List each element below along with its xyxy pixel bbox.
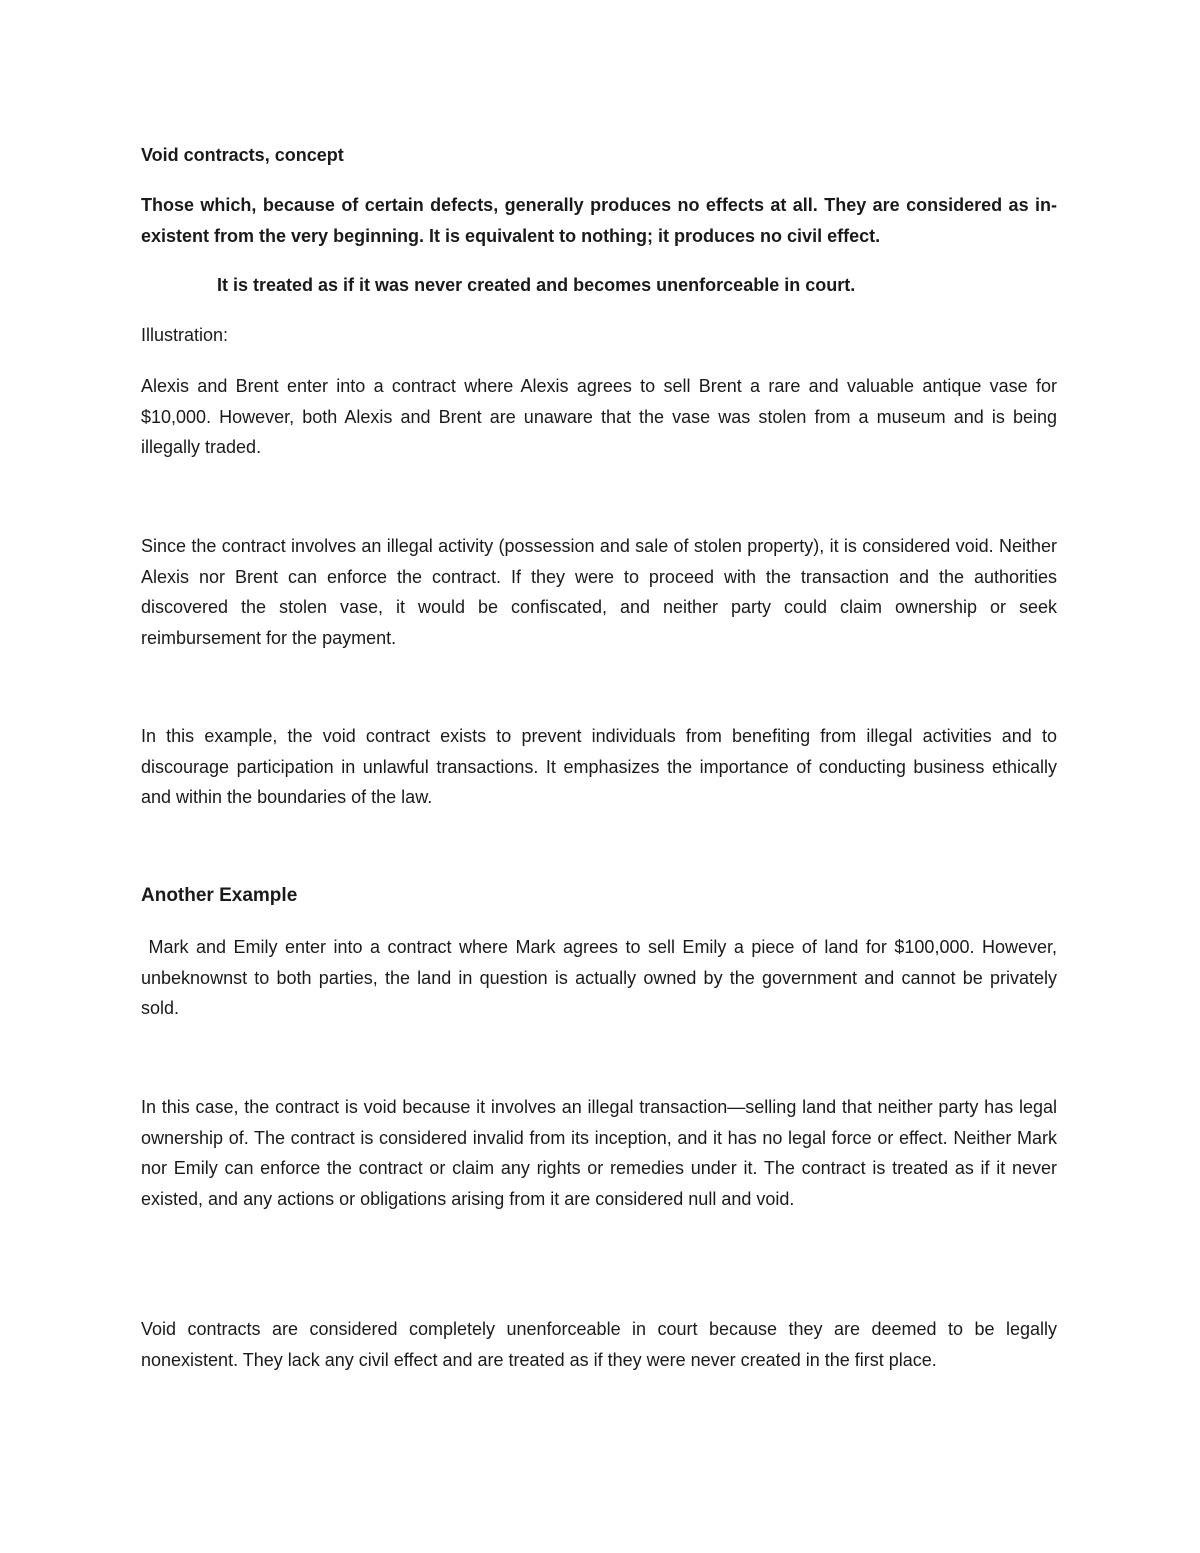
another-example-heading: Another Example: [141, 885, 298, 906]
document-title: Void contracts, concept: [141, 145, 344, 165]
example-paragraph-1: Alexis and Brent enter into a contract where Alexis agrees to sell Brent a rare and valuable antique vase for $10,000. However, both Alexis and Brent are unaware that the vase was stolen from a museum and is being illegally traded.: [141, 376, 1057, 457]
example-conclusion-paragraph-1: In this example, the void contract exists to prevent individuals from benefiting from illegal activities and to discourage participation in unlawful transactions. It emphasizes the importance of conducting business ethically and within the boundaries of the law.: [141, 726, 1057, 807]
emphasis-statement: It is treated as if it was never created and becomes unenforceable in court.: [217, 275, 856, 295]
illustration-label: Illustration:: [141, 325, 229, 345]
definition-paragraph: Those which, because of certain defects, generally produces no effects at all. They are considered as in-existent from the very beginning. It is equivalent to nothing; it produces no civil effect.: [141, 195, 1057, 246]
example-analysis-paragraph-2: In this case, the contract is void because it involves an illegal transaction—selling land that neither party has legal ownership of. The contract is considered invalid from its inception, and it has no legal force or effect. Neither Mark nor Emily can enforce the contract or claim any rights or remedies under it. The contract is treated as if it never existed, and any actions or obligations arising from it are considered null and void.: [141, 1097, 1057, 1209]
example-paragraph-2: Mark and Emily enter into a contract where Mark agrees to sell Emily a piece of land for $100,000. However, unbeknownst to both parties, the land in question is actually owned by the government and cannot be privately sold.: [141, 937, 1063, 1018]
example-analysis-paragraph-1: Since the contract involves an illegal activity (possession and sale of stolen property), it is considered void. Neither Alexis nor Brent can enforce the contract. If they were to proceed with the transaction and the authorities discovered the stolen vase, it would be confiscated, and neither party could claim ownership or seek reimbursement for the payment.: [141, 536, 1057, 648]
closing-paragraph: Void contracts are considered completely unenforceable in court because they are deemed to be legally nonexistent. They lack any civil effect and are treated as if they were never created in the first place.: [141, 1319, 1057, 1370]
